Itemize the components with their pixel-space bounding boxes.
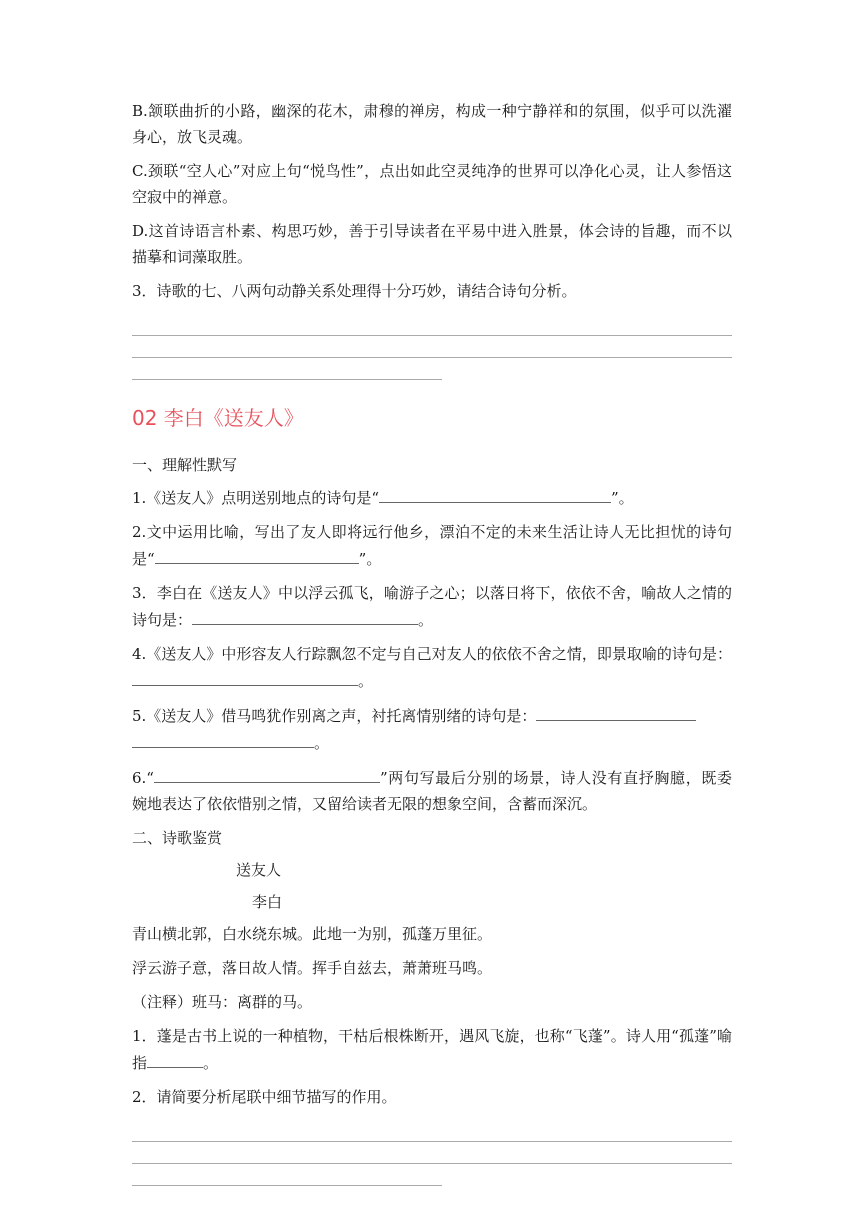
option-c: C.颈联“空人心”对应上句“悦鸟性”，点出如此空灵纯净的世界可以净化心灵，让人参悟这空寂中的禅意。 xyxy=(132,162,732,206)
answer-line[interactable] xyxy=(132,1120,732,1142)
answer-line[interactable] xyxy=(132,336,732,358)
poem-line: 浮云游子意，落日故人情。挥手自兹去，萧萧班马鸣。 xyxy=(132,959,493,977)
fill-question-4: 4.《送友人》中形容友人行踪飘忽不定与自己对友人的依依不舍之情，即景取喻的诗句是：。 xyxy=(132,645,732,690)
fill-blank[interactable] xyxy=(192,606,418,625)
fill-question-6: 6.“ ”两句写最后分别的场景，诗人没有直抒胸臆，既委婉地表达了依依惜别之情，又留给读者无限的想象空间，含蓄而深沉。 xyxy=(132,764,732,817)
fill-question-5: 5.《送友人》借马鸣犹作别离之声，衬托离情别绪的诗句是： 。 xyxy=(132,702,732,756)
answer-line[interactable] xyxy=(132,358,442,380)
fill-question-1: 1.《送友人》点明送别地点的诗句是“ ”。 xyxy=(132,484,732,511)
poem-author: 李白 xyxy=(252,893,283,911)
poem-title: 送友人 xyxy=(236,861,282,879)
fill-blank[interactable] xyxy=(154,764,380,783)
fill-blank[interactable] xyxy=(132,729,314,748)
question-3: 3．诗歌的七、八两句动静关系处理得十分巧妙，请结合诗句分析。 xyxy=(132,282,577,300)
answer-area-2[interactable] xyxy=(132,1120,732,1186)
section-title: 02 李白《送友人》 xyxy=(132,406,304,430)
poem-note: （注释）班马：离群的马。 xyxy=(132,993,313,1011)
appreciation-question-2: 2．请简要分析尾联中细节描写的作用。 xyxy=(132,1088,397,1106)
fill-question-3: 3．李白在《送友人》中以浮云孤飞，喻游子之心；以落日将下，依依不舍，喻故人之情的诗句是： 。 xyxy=(132,584,732,629)
fill-blank[interactable] xyxy=(132,667,358,686)
answer-line[interactable] xyxy=(132,314,732,336)
part-a-heading: 一、理解性默写 xyxy=(132,456,238,474)
part-b-heading: 二、诗歌鉴赏 xyxy=(132,829,223,847)
fill-blank[interactable] xyxy=(536,702,696,721)
fill-blank[interactable] xyxy=(155,545,359,564)
answer-line[interactable] xyxy=(132,1164,442,1186)
option-d: D.这首诗语言朴素、构思巧妙，善于引导读者在平易中进入胜景，体会诗的旨趣，而不以描摹和词藻取胜。 xyxy=(132,222,732,266)
option-b: B.颔联曲折的小路，幽深的花木，肃穆的禅房，构成一种宁静祥和的氛围，似乎可以洗濯身心，放飞灵魂。 xyxy=(132,102,732,146)
poem-line: 青山横北郭，白水绕东城。此地一为别，孤蓬万里征。 xyxy=(132,925,493,943)
fill-blank[interactable] xyxy=(379,484,611,503)
answer-area-1[interactable] xyxy=(132,314,732,380)
appreciation-question-1: 1．蓬是古书上说的一种植物，干枯后根株断开，遇风飞旋，也称“飞蓬”。诗人用“孤蓬”喻指 。 xyxy=(132,1027,732,1072)
document-page xyxy=(132,98,732,1186)
fill-question-2: 2.文中运用比喻，写出了友人即将远行他乡，漂泊不定的未来生活让诗人无比担忧的诗句是“ ”。 xyxy=(132,523,732,568)
fill-blank[interactable] xyxy=(147,1049,203,1068)
answer-line[interactable] xyxy=(132,1142,732,1164)
